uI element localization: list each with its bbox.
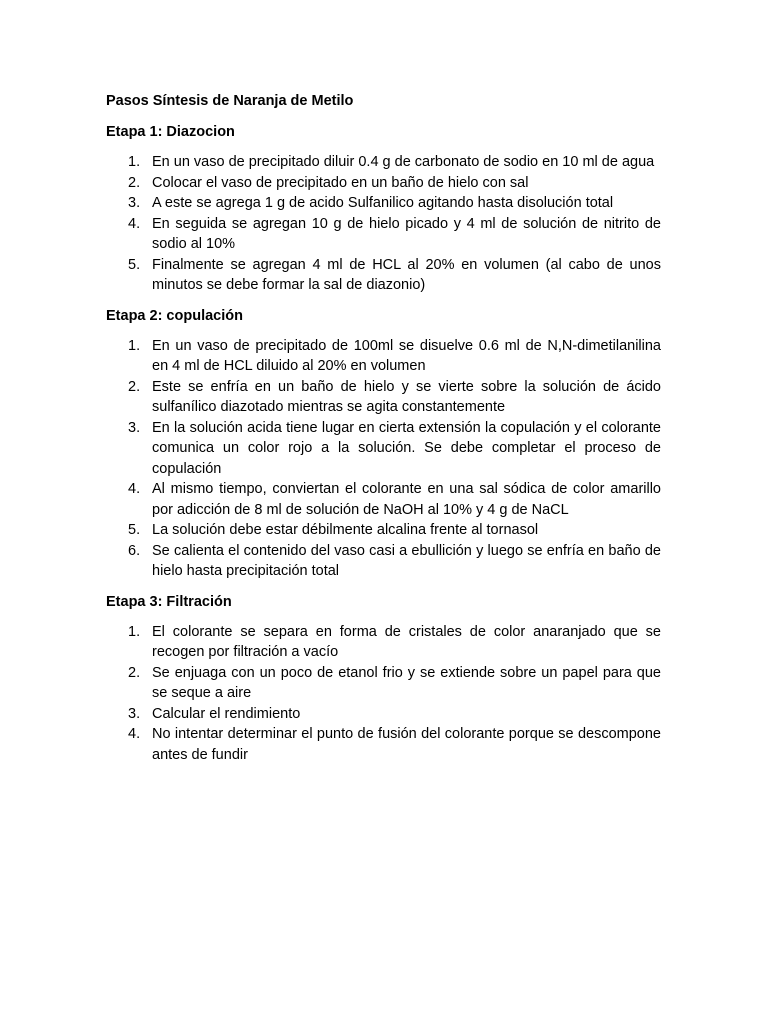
- step-text: Calcular el rendimiento: [152, 705, 301, 722]
- stage-2-heading: Etapa 2: copulación: [106, 307, 243, 324]
- list-item: [106, 541, 661, 582]
- list-item: [106, 724, 661, 765]
- stage-3-heading: Etapa 3: Filtración: [106, 593, 232, 610]
- step-text: Este se enfría en un baño de hielo y se vierte sobre la solución de ácido sulfanílico diazotado mientras se agita constantemente: [152, 378, 661, 415]
- step-number: 3.: [128, 705, 141, 722]
- list-item: [106, 336, 661, 377]
- step-text: A este se agrega 1 g de acido Sulfanilico agitando hasta disolución total: [152, 195, 614, 211]
- list-item: [106, 152, 661, 173]
- step-number: 1.: [128, 623, 141, 640]
- list-item: [106, 622, 661, 663]
- step-text: En la solución acida tiene lugar en cierta extensión la copulación y el colorante comunica un color rojo a la solución. Se debe completar el proceso de copulación: [152, 419, 661, 477]
- step-text: En seguida se agregan 10 g de hielo picado y 4 ml de solución de nitrito de sodio al 10%: [152, 215, 661, 252]
- step-text: La solución debe estar débilmente alcalina frente al tornasol: [152, 522, 539, 538]
- list-item: [106, 704, 661, 725]
- document-title: Pasos Síntesis de Naranja de Metilo: [106, 93, 354, 109]
- step-number: 3.: [128, 419, 141, 436]
- list-item: [106, 173, 661, 194]
- step-text: Al mismo tiempo, conviertan el colorante en una sal sódica de color amarillo por adicción de 8 ml de solución de NaOH al 10% y 4 g de NaCL: [152, 481, 661, 518]
- stage-1-heading: Etapa 1: Diazocion: [106, 124, 235, 140]
- list-item: [106, 479, 661, 520]
- step-number: 4.: [128, 726, 141, 742]
- document-content: [106, 91, 661, 775]
- step-text: Finalmente se agregan 4 ml de HCL al 20% en volumen (al cabo de unos minutos se debe formar la sal de diazonio): [152, 256, 661, 293]
- step-number: 4.: [128, 215, 141, 232]
- list-item: [106, 214, 661, 255]
- step-number: 2.: [128, 378, 141, 395]
- list-item: [106, 377, 661, 418]
- step-text: En un vaso de precipitado de 100ml se disuelve 0.6 ml de N,N-dimetilanilina en 4 ml de HCL diluido al 20% en volumen: [152, 337, 661, 374]
- step-text: En un vaso de precipitado diluir 0.4 g de carbonato de sodio en 10 ml de agua: [152, 154, 655, 170]
- step-text: El colorante se separa en forma de cristales de color anaranjado que se recogen por filtración a vacío: [152, 623, 661, 660]
- step-number: 2.: [128, 664, 141, 681]
- step-text: Colocar el vaso de precipitado en un baño de hielo con sal: [152, 174, 529, 191]
- list-item: [106, 520, 661, 541]
- step-number: 3.: [128, 195, 141, 211]
- step-number: 5.: [128, 522, 141, 538]
- step-text: Se enjuaga con un poco de etanol frio y se extiende sobre un papel para que se seque a aire: [152, 664, 661, 701]
- list-item: [106, 418, 661, 480]
- step-number: 4.: [128, 481, 141, 497]
- list-item: [106, 663, 661, 704]
- step-text: Se calienta el contenido del vaso casi a ebullición y luego se enfría en baño de hielo hasta precipitación total: [152, 542, 661, 579]
- stage-3-steps: [106, 622, 661, 766]
- step-text: No intentar determinar el punto de fusión del colorante porque se descompone antes de fundir: [152, 726, 661, 763]
- stage-1-steps: [106, 152, 661, 296]
- list-item: [106, 193, 661, 214]
- step-number: 6.: [128, 542, 141, 559]
- step-number: 1.: [128, 154, 141, 170]
- step-number: 2.: [128, 174, 141, 191]
- step-number: 5.: [128, 256, 141, 273]
- step-number: 1.: [128, 337, 141, 354]
- list-item: [106, 255, 661, 296]
- stage-2-steps: [106, 336, 661, 582]
